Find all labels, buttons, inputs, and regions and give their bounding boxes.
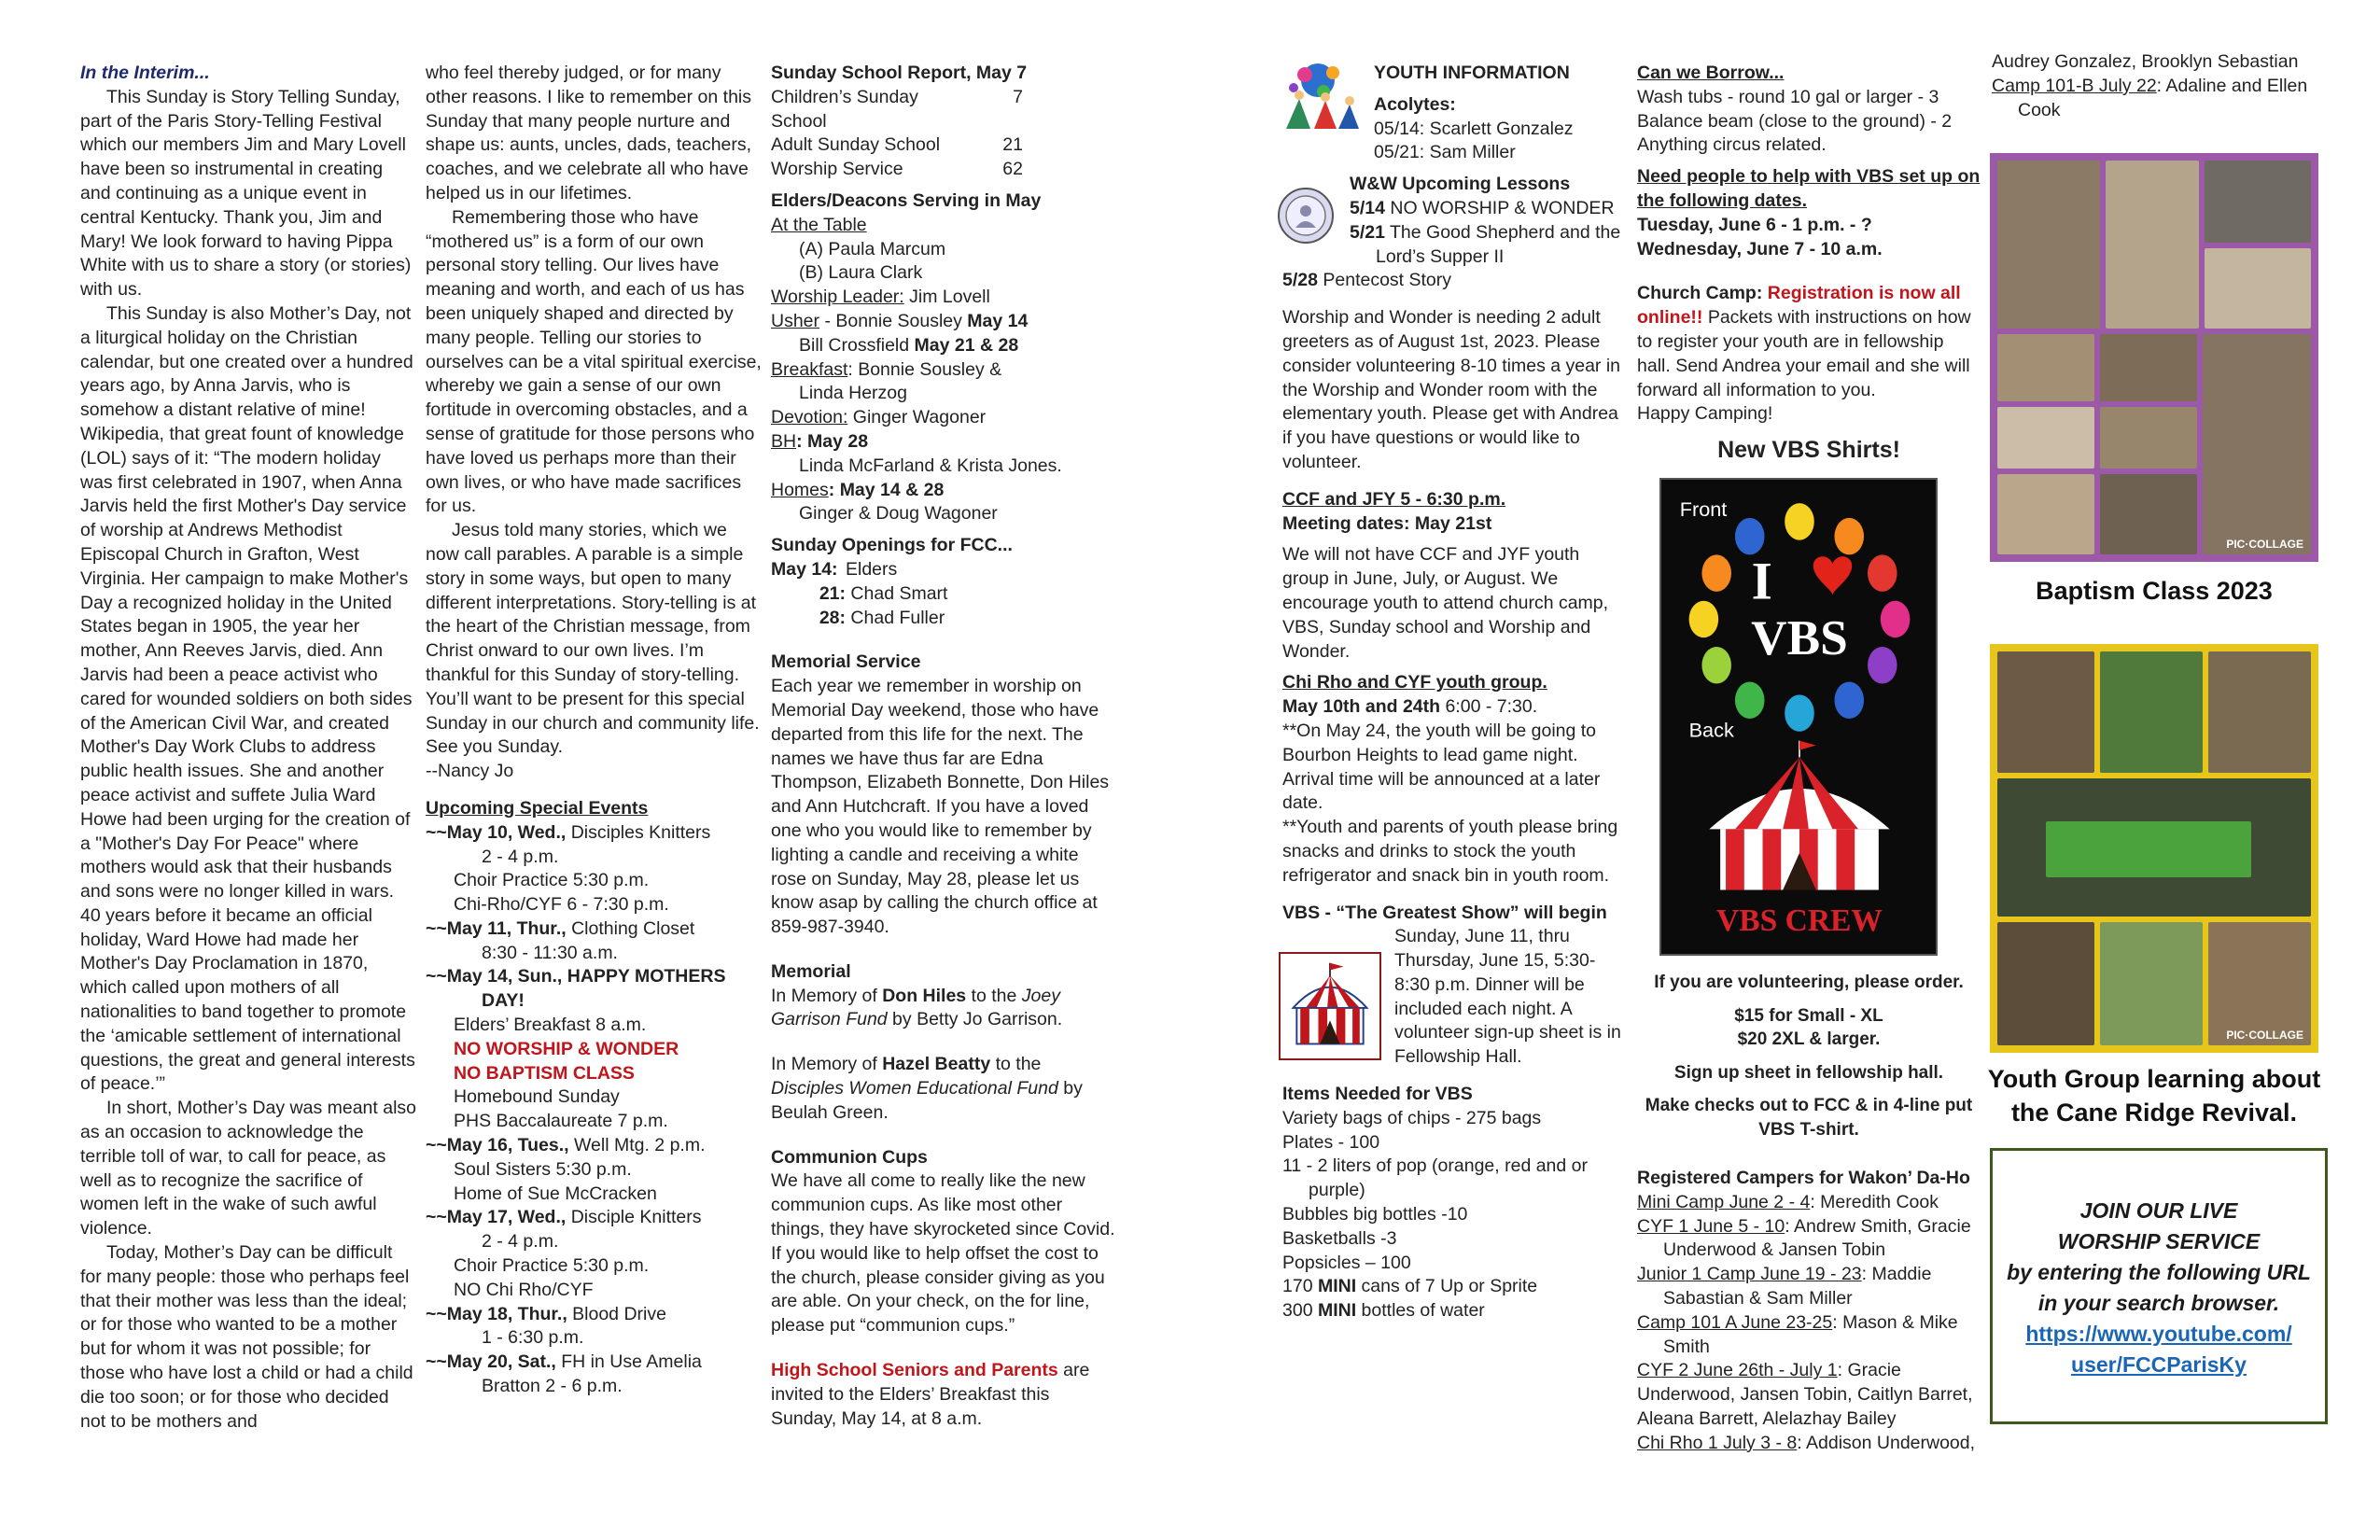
collage-watermark: PIC·COLLAGE: [2226, 538, 2303, 551]
campers-heading: Registered Campers for Wakon’ Da-Ho: [1637, 1168, 1970, 1188]
interim-paragraph: In short, Mother’s Day was meant also as an occasion to acknowledge the terrible toll of war, to call for peace, as well as to recognize the sacrifice of women left in the wake of such awful violence.: [80, 1098, 417, 1239]
shirt-back-label: Back: [1688, 718, 1734, 742]
shirt-i-label: I: [1751, 552, 1772, 611]
vbs-shirt-image: [1659, 478, 1938, 956]
vbs-details: Sunday, June 11, thru Thursday, June 15, 5:30-8:30 p.m. Dinner will be included each night. A volunteer sign-up sheet is in Fellowship Hall.: [1394, 926, 1621, 1068]
church-camp-notice: Church Camp: Registration is now all online!! Packets with instructions on how to register your youth are in fellowship hall. Send Andrea your email and she will forward all information to you.: [1637, 283, 1971, 400]
shirt-front-label: Front: [1679, 497, 1728, 521]
youtube-link[interactable]: user/FCCParisKy: [2071, 1352, 2247, 1377]
table-row: Children’s Sunday School 7: [771, 86, 1023, 132]
list-item: Popsicles – 100: [1282, 1252, 1411, 1273]
list-item: Basketballs -3: [1282, 1227, 1397, 1249]
column-vbs: Can we Borrow... Wash tubs - round 10 gal or larger - 3 Balance beam (close to the ground) - 2 Anything circus related. Need people to help with VBS set up on the following dates. Tuesday, June 6 - 1 p.m. - ? Wednesday, June 7 - 10 a.m. Church Camp: Registration is now all online!! Packets with instructions on how to register your youth are in fellowship hall. Send Andrea your email and she will forward all information to you. Happy Camping!: [1637, 63, 1981, 425]
vbs-shirts-heading: New VBS Shirts!: [1717, 437, 1900, 463]
interim-paragraph: This Sunday is Story Telling Sunday, part of the Paris Story-Telling Festival which our members Jim and Mary Lovell have been so instrumental in creating and continuing as a unique event in central Kentucky. Thank you, Jim and Mary! We look forward to having Pippa White with us to share a story (or stories) with us.: [80, 86, 412, 301]
campers-list: [1637, 1167, 1981, 1456]
column-interim: [80, 62, 416, 1434]
column-reports: Sunday School Report, May 7 Children’s Sunday School 7 Adult Sunday School 21 Worship Service 62 Elders/Deacons Serving in May At the Table (A) Paula Marcum (B) Laura Clark Worship Leader: Jim Lovell Usher - Bonnie Sousley May 14 Bill Crossfield May 21 & 28 Breakfast: Bonnie Sousley & Linda Herzog Devotion: Ginger Wagoner BH: May 28 Linda McFarland & Krista Jones. Homes: May 14 & 28 Ginger & Doug Wagoner Sunday Openings for FCC... May 14: Elders 21: Chad Smart 28: Chad Fuller Memorial Service Each year we remember in worship on Memorial Day weekend, those who have departed from this life for the next. The names we have thus far are Edna Thompson, Elizabeth Bonnette, Don Hiles and Ann Hutchcraft. If you have a loved one who you would like to remember by lighting a candle and receiving a white rose on Sunday, May 28, please let us know asap by calling the church office at 859-987-3940. Memorial In Memory of Don Hiles to the Joey Garrison Fund by Betty Jo Garrison. In Memory of Hazel Beatty to the Disciples Women Educational Fund by Beulah Green. Communion Cups We have all come to really like the new communion cups. As like most other things, they have skyrocketed since Covid. If you would like to help offset the cost to the church, please consider giving as you are able. On your check, on the for line, please put “communion cups.” High School Seniors and Parents are invited to the Elders’ Breakfast this Sunday, May 14, at 8 a.m.: [771, 62, 1116, 1431]
memorial-heading: Memorial: [771, 960, 851, 982]
collage-watermark: PIC·COLLAGE: [2226, 1029, 2303, 1042]
memorial-service-heading: Memorial Service: [771, 651, 921, 673]
communion-cups-heading: Communion Cups: [771, 1146, 928, 1168]
elders-heading: Elders/Deacons Serving in May: [771, 189, 1042, 211]
list-item: 170 MINI cans of 7 Up or Sprite: [1282, 1276, 1538, 1297]
events-heading: Upcoming Special Events: [426, 797, 649, 819]
memorial-entry: In Memory of Hazel Beatty to the Disciples Women Educational Fund by Beulah Green.: [771, 1054, 1083, 1123]
no-worship-notice: NO WORSHIP & WONDER: [454, 1038, 679, 1059]
list-item: Bubbles big bottles -10: [1282, 1204, 1468, 1225]
list-item: 300 MINI bottles of water: [1282, 1300, 1485, 1322]
openings-heading: Sunday Openings for FCC...: [771, 535, 1013, 556]
list-item: CYF 1 June 5 - 10: Andrew Smith, Gracie Underwood & Jansen Tobin: [1637, 1215, 1971, 1261]
list-item: 11 - 2 liters of pop (orange, red and or purple): [1282, 1155, 1588, 1201]
list-item: Variety bags of chips - 275 bags: [1282, 1107, 1542, 1128]
openings-list: May 14: Elders 21: Chad Smart 28: Chad Fuller: [771, 558, 948, 628]
acolytes-heading: Acolytes:: [1374, 93, 1456, 115]
circus-tent-icon: [1279, 952, 1381, 1060]
interim-signoff: --Nancy Jo: [426, 761, 514, 782]
borrow-heading: Can we Borrow...: [1637, 63, 1785, 83]
youth-heading: YOUTH INFORMATION: [1374, 63, 1570, 83]
youtube-link[interactable]: https://www.youtube.com/: [2025, 1322, 2292, 1346]
column-photos: Audrey Gonzalez, Brooklyn Sebastian Camp 101-B July 22: Adaline and Ellen Cook: [1992, 51, 2308, 120]
table-row: Worship Service 62: [771, 159, 1023, 180]
chirho-heading: Chi Rho and CYF youth group.: [1282, 672, 1547, 693]
list-item: Camp 101 A June 23-25: Mason & Mike Smith: [1637, 1311, 1958, 1357]
sunday-school-table: [771, 86, 1023, 182]
shirt-crew-label: VBS CREW: [1716, 903, 1883, 938]
list-item: Anything circus related.: [1637, 134, 1827, 156]
interim-paragraph: Remembering those who have “mothered us” is a form of our own personal story telling. Our lives have meaning and worth, and each of us has been uniquely shaped and directed by many people. Telling our stories to ourselves can be a vital spiritual exercise, whereby we gain a sense of our own fortitude in overcoming obstacles, and a sense of gratitude for those persons who have loved us perhaps more than their own lives, or who have made sacrifices for us.: [426, 206, 762, 517]
sunday-school-heading: Sunday School Report, May 7: [771, 63, 1028, 83]
list-item: Chi Rho 1 July 3 - 8: Addison Underwood,: [1637, 1432, 1976, 1453]
ccf-heading: CCF and JFY 5 - 6:30 p.m.: [1282, 488, 1506, 510]
items-heading: Items Needed for VBS: [1282, 1084, 1473, 1105]
interim-paragraph: Today, Mother’s Day can be difficult for many people: those who perhaps feel that their mother was less than the ideal; or for those who wanted to be a mother but for whom it was not possible; for those who have lost a child or had a child die too soon; or for those who decided not to be mothers and: [80, 1242, 413, 1432]
vbs-order-notes: If you are volunteering, please order. $15 for Small - XL $20 2XL & larger. Sign up sheet in fellowship hall. Make checks out to FCC & in 4-line put VBS T-shirt.: [1645, 973, 1973, 1140]
youth-group-collage: [1990, 644, 2318, 1053]
setup-heading: Need people to help with VBS set up on the following dates.: [1637, 166, 1981, 211]
interim-paragraph: Jesus told many stories, which we now call parables. A parable is a simple story in some ways, but open to many different interpretations. Story-telling is at the heart of the Christian message, from Christ onward to our own lives. I’m thankful for this Sunday of story-telling. You’ll want to be present for this special Sunday in our church and community life. See you Sunday.: [426, 520, 760, 758]
table-row: Adult Sunday School 21: [771, 134, 1023, 156]
greeters-notice: Worship and Wonder is needing 2 adult greeters as of August 1st, 2023. Please consider volunteering 8-10 times a year in the Worship and Wonder room with the elementary youth. Please get with Andrea if you have questions or would like to volunteer.: [1282, 307, 1621, 472]
list-item: Balance beam (close to the ground) - 2: [1637, 110, 1953, 132]
events-list: ~~May 10, Wed., Disciples Knitters 2 - 4 p.m. Choir Practice 5:30 p.m. Chi-Rho/CYF 6 - 7:30 p.m. ~~May 11, Thur., Clothing Closet 8:30 - 11:30 a.m. ~~May 14, Sun., HAPPY MOTHERS DAY! Elders’ Breakfast 8 a.m. NO WORSHIP & WONDER NO BAPTISM CLASS Homebound Sunday PHS Baccalaureate 7 p.m. ~~May 16, Tues., Well Mtg. 2 p.m. Soul Sisters 5:30 p.m. Home of Sue McCracken ~~May 17, Wed., Disciple Knitters 2 - 4 p.m. Choir Practice 5:30 p.m. NO Chi Rho/CYF ~~May 18, Thur., Blood Drive 1 - 6:30 p.m. ~~May 20, Sat., FH in Use Amelia Bratton 2 - 6 p.m.: [426, 821, 763, 1399]
list-item: Plates - 100: [1282, 1131, 1380, 1153]
seniors-notice: High School Seniors and Parents are invited to the Elders’ Breakfast this Sunday, May 14, at 8 a.m.: [771, 1360, 1090, 1429]
ww-heading: W&W Upcoming Lessons: [1350, 174, 1571, 195]
interim-heading: In the Interim...: [80, 63, 210, 83]
vbs-heading: VBS - “The Greatest Show” will begin: [1282, 902, 1607, 923]
baptism-caption: Baptism Class 2023: [2036, 577, 2273, 605]
column-interim-cont: [426, 62, 763, 1399]
memorial-entry: In Memory of Don Hiles to the Joey Garrison Fund by Betty Jo Garrison.: [771, 985, 1063, 1030]
list-item: Mini Camp June 2 - 4: Meredith Cook: [1637, 1191, 1939, 1212]
interim-paragraph: This Sunday is also Mother’s Day, not a liturgical holiday on the Christian calendar, but one created over a hundred years ago, by Anna Jarvis, who is somehow a distant relative of mine! Wikipedia, that great fount of knowledge (LOL) says of it: “The modern holiday was first celebrated in 1907, when Anna Jarvis held the first Mother's Day service of worship at Andrews Methodist Episcopal Church in Grafton, West Virginia. Her campaign to make Mother's Day a recognized holiday in the United States began in 1905, the year her mother, Ann Reeves Jarvis, died. Ann Jarvis had been a peace activist who cared for wounded soldiers on both sides of the American Civil War, and created Mother's Day Work Clubs to address public health issues. She and another peace activist and suffete Julia Ward Howe had been urging for the creation of a "Mother's Day For Peace" where mothers would ask that their husbands and sons were no longer killed in wars. 40 years before it became an official holiday, Ward Howe had made her Mother's Day Proclamation in 1870, which called upon mothers of all nationalities to band together to promote the ‘amicable settlement of international questions, the great and general interests of peace.’”: [80, 302, 415, 1095]
list-item: Junior 1 Camp June 19 - 23: Maddie Sabastian & Sam Miller: [1637, 1264, 1932, 1309]
column-youth: YOUTH INFORMATION Acolytes: 05/14: Scarlett Gonzalez 05/21: Sam Miller W&W Upcoming Lessons 5/14 NO WORSHIP & WONDER 5/21 The Good Shepherd and the Lord’s Supper II 5/28 Pentecost Story Worship and Wonder is needing 2 adult greeters as of August 1st, 2023. Please consider volunteering 8-10 times a year in the Worship and Wonder room with the elementary youth. Please get with Andrea if you have questions or would like to volunteer. CCF and JFY 5 - 6:30 p.m. Meeting dates: May 21st We will not have CCF and JYF youth group in June, July, or August. We encourage youth to attend church camp, VBS, Sunday school and Worship and Wonder. Chi Rho and CYF youth group. May 10th and 24th 6:00 - 7:30. **On May 24, the youth will be going to Bourbon Heights to lead game night. Arrival time will be announced at a later date. **Youth and parents of youth please bring snacks and drinks to stock the youth refrigerator and snack bin in youth room. VBS - “The Greatest Show” will begin Sunday, June 11, thru Thursday, June 15, 5:30-8:30 p.m. Dinner will be included each night. A volunteer sign-up sheet is in Fellowship Hall. Items Needed for VBS Variety bags of chips - 275 bags Plates - 100 11 - 2 liters of pop (orange, red and or purple) Bubbles big bottles -10 Basketballs -3 Popsicles – 100 170 MINI cans of 7 Up or Sprite 300 MINI bottles of water: [1282, 62, 1626, 1323]
no-baptism-notice: NO BAPTISM CLASS: [454, 1062, 635, 1084]
live-worship-box: JOIN OUR LIVE WORSHIP SERVICE by entering the following URL in your search browser. https://www.youtube.com/ user/FCCParisKy: [1990, 1148, 2328, 1424]
shirt-vbs-label: VBS: [1751, 609, 1848, 665]
items-list: [1282, 1107, 1626, 1323]
list-item: Wash tubs - round 10 gal or larger - 3: [1637, 86, 1939, 107]
interim-paragraph: who feel thereby judged, or for many other reasons. I like to remember on this Sunday that many people nurture and shape us: aunts, uncles, dads, teachers, coaches, and we celebrate all who have helped us in our lifetimes.: [426, 63, 752, 203]
baptism-class-collage: [1990, 153, 2318, 562]
list-item: CYF 2 June 26th - July 1: Gracie Underwood, Jansen Tobin, Caitlyn Barret, Aleana Barrett, Alelazhay Bailey: [1637, 1360, 1973, 1429]
youth-group-caption: Youth Group learning about the Cane Ridge Revival.: [1987, 1065, 2321, 1127]
